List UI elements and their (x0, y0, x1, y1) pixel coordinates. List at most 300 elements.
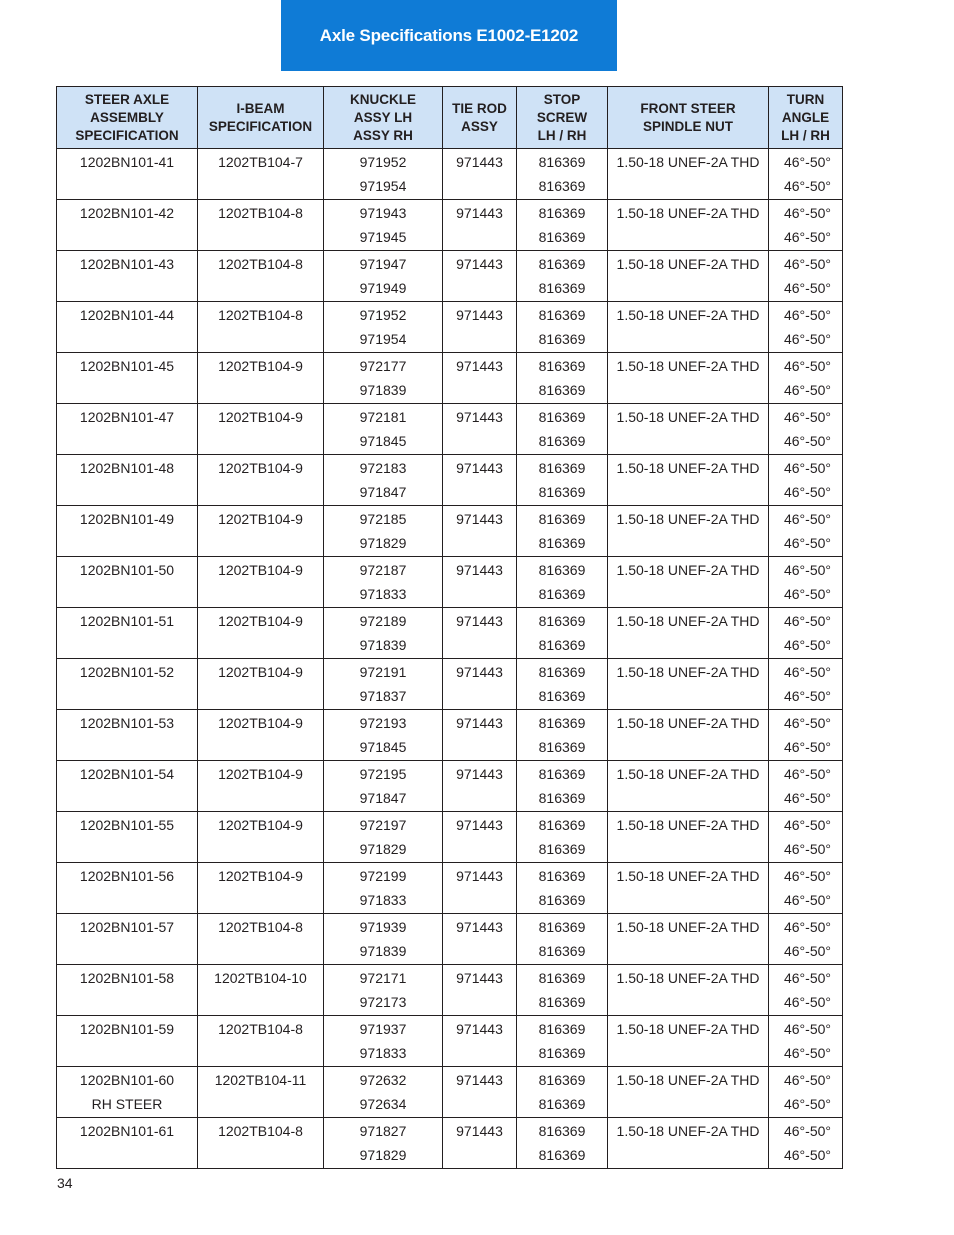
turn-angle-cell: 46°-50° (769, 1118, 843, 1144)
spindle-nut-cell (608, 990, 769, 1016)
knuckle-cell: 971954 (324, 327, 443, 353)
spindle-nut-cell (608, 429, 769, 455)
header-stop-screw: STOP SCREW LH / RH (517, 87, 608, 149)
knuckle-cell: 972171 (324, 965, 443, 991)
tie-rod-cell: 971443 (443, 1067, 517, 1093)
turn-angle-cell: 46°-50° (769, 965, 843, 991)
turn-angle-cell: 46°-50° (769, 1067, 843, 1093)
table-header-row (57, 87, 843, 149)
ibeam-cell: 1202TB104-11 (198, 1067, 324, 1093)
spindle-nut-cell: 1.50-18 UNEF-2A THD (608, 1118, 769, 1144)
stop-screw-cell: 816369 (517, 608, 608, 634)
spindle-nut-cell (608, 837, 769, 863)
spindle-nut-cell (608, 327, 769, 353)
stop-screw-cell: 816369 (517, 1041, 608, 1067)
table-row (57, 429, 843, 455)
turn-angle-cell: 46°-50° (769, 608, 843, 634)
table-row (57, 888, 843, 914)
stop-screw-cell: 816369 (517, 812, 608, 838)
knuckle-cell: 972634 (324, 1092, 443, 1118)
header-i-beam-specification: I-BEAM SPECIFICATION (198, 87, 324, 149)
spindle-nut-cell: 1.50-18 UNEF-2A THD (608, 302, 769, 328)
tie-rod-cell (443, 1143, 517, 1169)
header-steer-axle-assembly: STEER AXLE ASSEMBLY SPECIFICATION (57, 87, 198, 149)
assembly-cell (57, 786, 198, 812)
stop-screw-cell: 816369 (517, 455, 608, 481)
assembly-cell: 1202BN101-47 (57, 404, 198, 430)
knuckle-cell: 971947 (324, 251, 443, 277)
turn-angle-cell: 46°-50° (769, 939, 843, 965)
table-row (57, 582, 843, 608)
ibeam-cell: 1202TB104-9 (198, 863, 324, 889)
table-row (57, 1092, 843, 1118)
tie-rod-cell (443, 684, 517, 710)
assembly-cell (57, 582, 198, 608)
turn-angle-cell: 46°-50° (769, 812, 843, 838)
knuckle-cell: 971945 (324, 225, 443, 251)
tie-rod-cell: 971443 (443, 200, 517, 226)
ibeam-cell (198, 327, 324, 353)
stop-screw-cell: 816369 (517, 353, 608, 379)
stop-screw-cell: 816369 (517, 786, 608, 812)
ibeam-cell: 1202TB104-10 (198, 965, 324, 991)
spindle-nut-cell: 1.50-18 UNEF-2A THD (608, 863, 769, 889)
tie-rod-cell: 971443 (443, 149, 517, 175)
spindle-nut-cell (608, 480, 769, 506)
ibeam-cell: 1202TB104-9 (198, 659, 324, 685)
table-row (57, 251, 843, 277)
table-row (57, 378, 843, 404)
turn-angle-cell: 46°-50° (769, 786, 843, 812)
assembly-cell (57, 1041, 198, 1067)
turn-angle-cell: 46°-50° (769, 353, 843, 379)
ibeam-cell (198, 378, 324, 404)
stop-screw-cell: 816369 (517, 888, 608, 914)
spindle-nut-cell (608, 276, 769, 302)
turn-angle-cell: 46°-50° (769, 506, 843, 532)
stop-screw-cell: 816369 (517, 837, 608, 863)
knuckle-cell: 971949 (324, 276, 443, 302)
knuckle-cell: 971845 (324, 429, 443, 455)
turn-angle-cell: 46°-50° (769, 455, 843, 481)
stop-screw-cell: 816369 (517, 1143, 608, 1169)
knuckle-cell: 972185 (324, 506, 443, 532)
ibeam-cell (198, 786, 324, 812)
stop-screw-cell: 816369 (517, 965, 608, 991)
table-row (57, 710, 843, 736)
assembly-cell (57, 378, 198, 404)
tie-rod-cell: 971443 (443, 761, 517, 787)
tie-rod-cell (443, 837, 517, 863)
spindle-nut-cell (608, 582, 769, 608)
table-row (57, 200, 843, 226)
tie-rod-cell: 971443 (443, 608, 517, 634)
turn-angle-cell: 46°-50° (769, 429, 843, 455)
table-body (57, 149, 843, 1169)
assembly-cell: 1202BN101-58 (57, 965, 198, 991)
assembly-cell: 1202BN101-56 (57, 863, 198, 889)
spindle-nut-cell (608, 786, 769, 812)
stop-screw-cell: 816369 (517, 914, 608, 940)
assembly-cell: 1202BN101-60 (57, 1067, 198, 1093)
spindle-nut-cell (608, 531, 769, 557)
ibeam-cell (198, 480, 324, 506)
assembly-cell: 1202BN101-45 (57, 353, 198, 379)
tie-rod-cell (443, 735, 517, 761)
turn-angle-cell: 46°-50° (769, 633, 843, 659)
table-row (57, 659, 843, 685)
tie-rod-cell (443, 990, 517, 1016)
ibeam-cell: 1202TB104-9 (198, 557, 324, 583)
spindle-nut-cell: 1.50-18 UNEF-2A THD (608, 812, 769, 838)
knuckle-cell: 971839 (324, 633, 443, 659)
knuckle-cell: 971837 (324, 684, 443, 710)
tie-rod-cell (443, 480, 517, 506)
stop-screw-cell: 816369 (517, 684, 608, 710)
table-row (57, 225, 843, 251)
turn-angle-cell: 46°-50° (769, 761, 843, 787)
spindle-nut-cell: 1.50-18 UNEF-2A THD (608, 965, 769, 991)
table-row (57, 531, 843, 557)
stop-screw-cell: 816369 (517, 557, 608, 583)
ibeam-cell (198, 429, 324, 455)
ibeam-cell (198, 531, 324, 557)
assembly-cell: 1202BN101-49 (57, 506, 198, 532)
knuckle-cell: 971952 (324, 149, 443, 175)
spindle-nut-cell: 1.50-18 UNEF-2A THD (608, 659, 769, 685)
page-number: 34 (57, 1175, 73, 1191)
spindle-nut-cell (608, 174, 769, 200)
section-banner (281, 0, 617, 71)
turn-angle-cell: 46°-50° (769, 174, 843, 200)
stop-screw-cell: 816369 (517, 404, 608, 430)
stop-screw-cell: 816369 (517, 149, 608, 175)
knuckle-cell: 972195 (324, 761, 443, 787)
ibeam-cell: 1202TB104-7 (198, 149, 324, 175)
spindle-nut-cell (608, 888, 769, 914)
turn-angle-cell: 46°-50° (769, 327, 843, 353)
turn-angle-cell: 46°-50° (769, 888, 843, 914)
knuckle-cell: 971829 (324, 1143, 443, 1169)
turn-angle-cell: 46°-50° (769, 659, 843, 685)
stop-screw-cell: 816369 (517, 506, 608, 532)
tie-rod-cell: 971443 (443, 557, 517, 583)
assembly-cell: 1202BN101-55 (57, 812, 198, 838)
table-row (57, 837, 843, 863)
assembly-cell (57, 888, 198, 914)
ibeam-cell: 1202TB104-8 (198, 1118, 324, 1144)
spindle-nut-cell: 1.50-18 UNEF-2A THD (608, 353, 769, 379)
table-row (57, 633, 843, 659)
spindle-nut-cell (608, 939, 769, 965)
knuckle-cell: 972193 (324, 710, 443, 736)
knuckle-cell: 971833 (324, 1041, 443, 1067)
turn-angle-cell: 46°-50° (769, 1092, 843, 1118)
spindle-nut-cell: 1.50-18 UNEF-2A THD (608, 1067, 769, 1093)
turn-angle-cell: 46°-50° (769, 582, 843, 608)
tie-rod-cell: 971443 (443, 812, 517, 838)
assembly-cell (57, 531, 198, 557)
tie-rod-cell (443, 888, 517, 914)
assembly-cell (57, 327, 198, 353)
ibeam-cell (198, 582, 324, 608)
table-row (57, 863, 843, 889)
tie-rod-cell (443, 633, 517, 659)
tie-rod-cell (443, 786, 517, 812)
table-row (57, 302, 843, 328)
table-row (57, 914, 843, 940)
knuckle-cell: 971829 (324, 837, 443, 863)
assembly-cell: 1202BN101-61 (57, 1118, 198, 1144)
ibeam-cell (198, 633, 324, 659)
assembly-cell (57, 837, 198, 863)
table-row (57, 1118, 843, 1144)
table-row (57, 1016, 843, 1042)
assembly-cell (57, 684, 198, 710)
turn-angle-cell: 46°-50° (769, 276, 843, 302)
banner-title: Axle Specifications E1002-E1202 (319, 25, 579, 45)
knuckle-cell: 972632 (324, 1067, 443, 1093)
turn-angle-cell: 46°-50° (769, 735, 843, 761)
spindle-nut-cell: 1.50-18 UNEF-2A THD (608, 200, 769, 226)
knuckle-cell: 971833 (324, 888, 443, 914)
stop-screw-cell: 816369 (517, 1016, 608, 1042)
table-row (57, 506, 843, 532)
tie-rod-cell (443, 276, 517, 302)
turn-angle-cell: 46°-50° (769, 251, 843, 277)
turn-angle-cell: 46°-50° (769, 480, 843, 506)
tie-rod-cell (443, 939, 517, 965)
turn-angle-cell: 46°-50° (769, 149, 843, 175)
stop-screw-cell: 816369 (517, 863, 608, 889)
knuckle-cell: 971845 (324, 735, 443, 761)
header-knuckle-assy: KNUCKLE ASSY LH ASSY RH (324, 87, 443, 149)
spindle-nut-cell (608, 225, 769, 251)
table-row (57, 327, 843, 353)
turn-angle-cell: 46°-50° (769, 1143, 843, 1169)
turn-angle-cell: 46°-50° (769, 990, 843, 1016)
tie-rod-cell: 971443 (443, 506, 517, 532)
ibeam-cell: 1202TB104-8 (198, 251, 324, 277)
assembly-cell (57, 225, 198, 251)
knuckle-cell: 972197 (324, 812, 443, 838)
turn-angle-cell: 46°-50° (769, 557, 843, 583)
table-row (57, 735, 843, 761)
ibeam-cell: 1202TB104-8 (198, 914, 324, 940)
table-row (57, 174, 843, 200)
table-row (57, 1041, 843, 1067)
ibeam-cell: 1202TB104-9 (198, 506, 324, 532)
tie-rod-cell (443, 429, 517, 455)
tie-rod-cell: 971443 (443, 404, 517, 430)
stop-screw-cell: 816369 (517, 327, 608, 353)
knuckle-cell: 971937 (324, 1016, 443, 1042)
turn-angle-cell: 46°-50° (769, 200, 843, 226)
stop-screw-cell: 816369 (517, 633, 608, 659)
spindle-nut-cell: 1.50-18 UNEF-2A THD (608, 149, 769, 175)
tie-rod-cell (443, 174, 517, 200)
spindle-nut-cell (608, 735, 769, 761)
turn-angle-cell: 46°-50° (769, 302, 843, 328)
assembly-cell: 1202BN101-52 (57, 659, 198, 685)
header-tie-rod-assy: TIE ROD ASSY (443, 87, 517, 149)
tie-rod-cell (443, 327, 517, 353)
turn-angle-cell: 46°-50° (769, 710, 843, 736)
spindle-nut-cell (608, 1092, 769, 1118)
tie-rod-cell: 971443 (443, 1016, 517, 1042)
tie-rod-cell (443, 531, 517, 557)
assembly-cell (57, 939, 198, 965)
assembly-cell: 1202BN101-54 (57, 761, 198, 787)
table-row (57, 557, 843, 583)
stop-screw-cell: 816369 (517, 531, 608, 557)
ibeam-cell: 1202TB104-9 (198, 455, 324, 481)
assembly-cell: 1202BN101-44 (57, 302, 198, 328)
axle-specifications-table (56, 86, 843, 1169)
knuckle-cell: 972177 (324, 353, 443, 379)
assembly-cell (57, 990, 198, 1016)
ibeam-cell: 1202TB104-9 (198, 353, 324, 379)
knuckle-cell: 971847 (324, 786, 443, 812)
ibeam-cell (198, 1143, 324, 1169)
stop-screw-cell: 816369 (517, 225, 608, 251)
tie-rod-cell (443, 378, 517, 404)
ibeam-cell: 1202TB104-9 (198, 608, 324, 634)
ibeam-cell (198, 888, 324, 914)
stop-screw-cell: 816369 (517, 1092, 608, 1118)
turn-angle-cell: 46°-50° (769, 225, 843, 251)
spindle-nut-cell: 1.50-18 UNEF-2A THD (608, 251, 769, 277)
stop-screw-cell: 816369 (517, 582, 608, 608)
ibeam-cell (198, 990, 324, 1016)
table-row (57, 1143, 843, 1169)
tie-rod-cell: 971443 (443, 914, 517, 940)
knuckle-cell: 972199 (324, 863, 443, 889)
assembly-cell (57, 633, 198, 659)
spindle-nut-cell: 1.50-18 UNEF-2A THD (608, 761, 769, 787)
assembly-cell: 1202BN101-53 (57, 710, 198, 736)
stop-screw-cell: 816369 (517, 1118, 608, 1144)
table-row (57, 965, 843, 991)
ibeam-cell (198, 1092, 324, 1118)
knuckle-cell: 972183 (324, 455, 443, 481)
spindle-nut-cell (608, 378, 769, 404)
assembly-cell: 1202BN101-59 (57, 1016, 198, 1042)
stop-screw-cell: 816369 (517, 1067, 608, 1093)
knuckle-cell: 971847 (324, 480, 443, 506)
table-row (57, 684, 843, 710)
table-row (57, 276, 843, 302)
table-row (57, 404, 843, 430)
spindle-nut-cell (608, 1143, 769, 1169)
ibeam-cell (198, 837, 324, 863)
table-row (57, 990, 843, 1016)
stop-screw-cell: 816369 (517, 939, 608, 965)
tie-rod-cell (443, 1041, 517, 1067)
tie-rod-cell: 971443 (443, 659, 517, 685)
stop-screw-cell: 816369 (517, 251, 608, 277)
spindle-nut-cell: 1.50-18 UNEF-2A THD (608, 608, 769, 634)
tie-rod-cell: 971443 (443, 1118, 517, 1144)
assembly-cell (57, 480, 198, 506)
spindle-nut-cell: 1.50-18 UNEF-2A THD (608, 557, 769, 583)
knuckle-cell: 971833 (324, 582, 443, 608)
turn-angle-cell: 46°-50° (769, 684, 843, 710)
table-row (57, 149, 843, 175)
turn-angle-cell: 46°-50° (769, 914, 843, 940)
stop-screw-cell: 816369 (517, 480, 608, 506)
knuckle-cell: 971839 (324, 939, 443, 965)
stop-screw-cell: 816369 (517, 710, 608, 736)
assembly-cell (57, 429, 198, 455)
tie-rod-cell: 971443 (443, 251, 517, 277)
ibeam-cell (198, 939, 324, 965)
turn-angle-cell: 46°-50° (769, 1016, 843, 1042)
ibeam-cell: 1202TB104-9 (198, 404, 324, 430)
tie-rod-cell: 971443 (443, 455, 517, 481)
ibeam-cell (198, 1041, 324, 1067)
table-row (57, 455, 843, 481)
spindle-nut-cell: 1.50-18 UNEF-2A THD (608, 455, 769, 481)
assembly-cell: RH STEER (57, 1092, 198, 1118)
ibeam-cell (198, 225, 324, 251)
knuckle-cell: 972189 (324, 608, 443, 634)
knuckle-cell: 971952 (324, 302, 443, 328)
knuckle-cell: 971939 (324, 914, 443, 940)
spindle-nut-cell: 1.50-18 UNEF-2A THD (608, 710, 769, 736)
tie-rod-cell (443, 225, 517, 251)
assembly-cell: 1202BN101-50 (57, 557, 198, 583)
knuckle-cell: 972173 (324, 990, 443, 1016)
spindle-nut-cell (608, 633, 769, 659)
knuckle-cell: 971954 (324, 174, 443, 200)
knuckle-cell: 971943 (324, 200, 443, 226)
table-row (57, 608, 843, 634)
spindle-nut-cell (608, 684, 769, 710)
ibeam-cell (198, 276, 324, 302)
tie-rod-cell: 971443 (443, 965, 517, 991)
stop-screw-cell: 816369 (517, 174, 608, 200)
ibeam-cell (198, 735, 324, 761)
spindle-nut-cell: 1.50-18 UNEF-2A THD (608, 506, 769, 532)
stop-screw-cell: 816369 (517, 735, 608, 761)
stop-screw-cell: 816369 (517, 378, 608, 404)
turn-angle-cell: 46°-50° (769, 1041, 843, 1067)
header-front-steer-spindle-nut: FRONT STEER SPINDLE NUT (608, 87, 769, 149)
table-row (57, 786, 843, 812)
tie-rod-cell: 971443 (443, 302, 517, 328)
header-turn-angle: TURN ANGLE LH / RH (769, 87, 843, 149)
assembly-cell (57, 276, 198, 302)
turn-angle-cell: 46°-50° (769, 404, 843, 430)
assembly-cell: 1202BN101-51 (57, 608, 198, 634)
stop-screw-cell: 816369 (517, 990, 608, 1016)
stop-screw-cell: 816369 (517, 302, 608, 328)
assembly-cell: 1202BN101-48 (57, 455, 198, 481)
assembly-cell (57, 1143, 198, 1169)
ibeam-cell: 1202TB104-8 (198, 302, 324, 328)
tie-rod-cell (443, 1092, 517, 1118)
assembly-cell: 1202BN101-57 (57, 914, 198, 940)
ibeam-cell: 1202TB104-9 (198, 761, 324, 787)
table-row (57, 480, 843, 506)
assembly-cell (57, 735, 198, 761)
turn-angle-cell: 46°-50° (769, 531, 843, 557)
spindle-nut-cell: 1.50-18 UNEF-2A THD (608, 404, 769, 430)
ibeam-cell: 1202TB104-8 (198, 200, 324, 226)
ibeam-cell: 1202TB104-9 (198, 710, 324, 736)
turn-angle-cell: 46°-50° (769, 863, 843, 889)
